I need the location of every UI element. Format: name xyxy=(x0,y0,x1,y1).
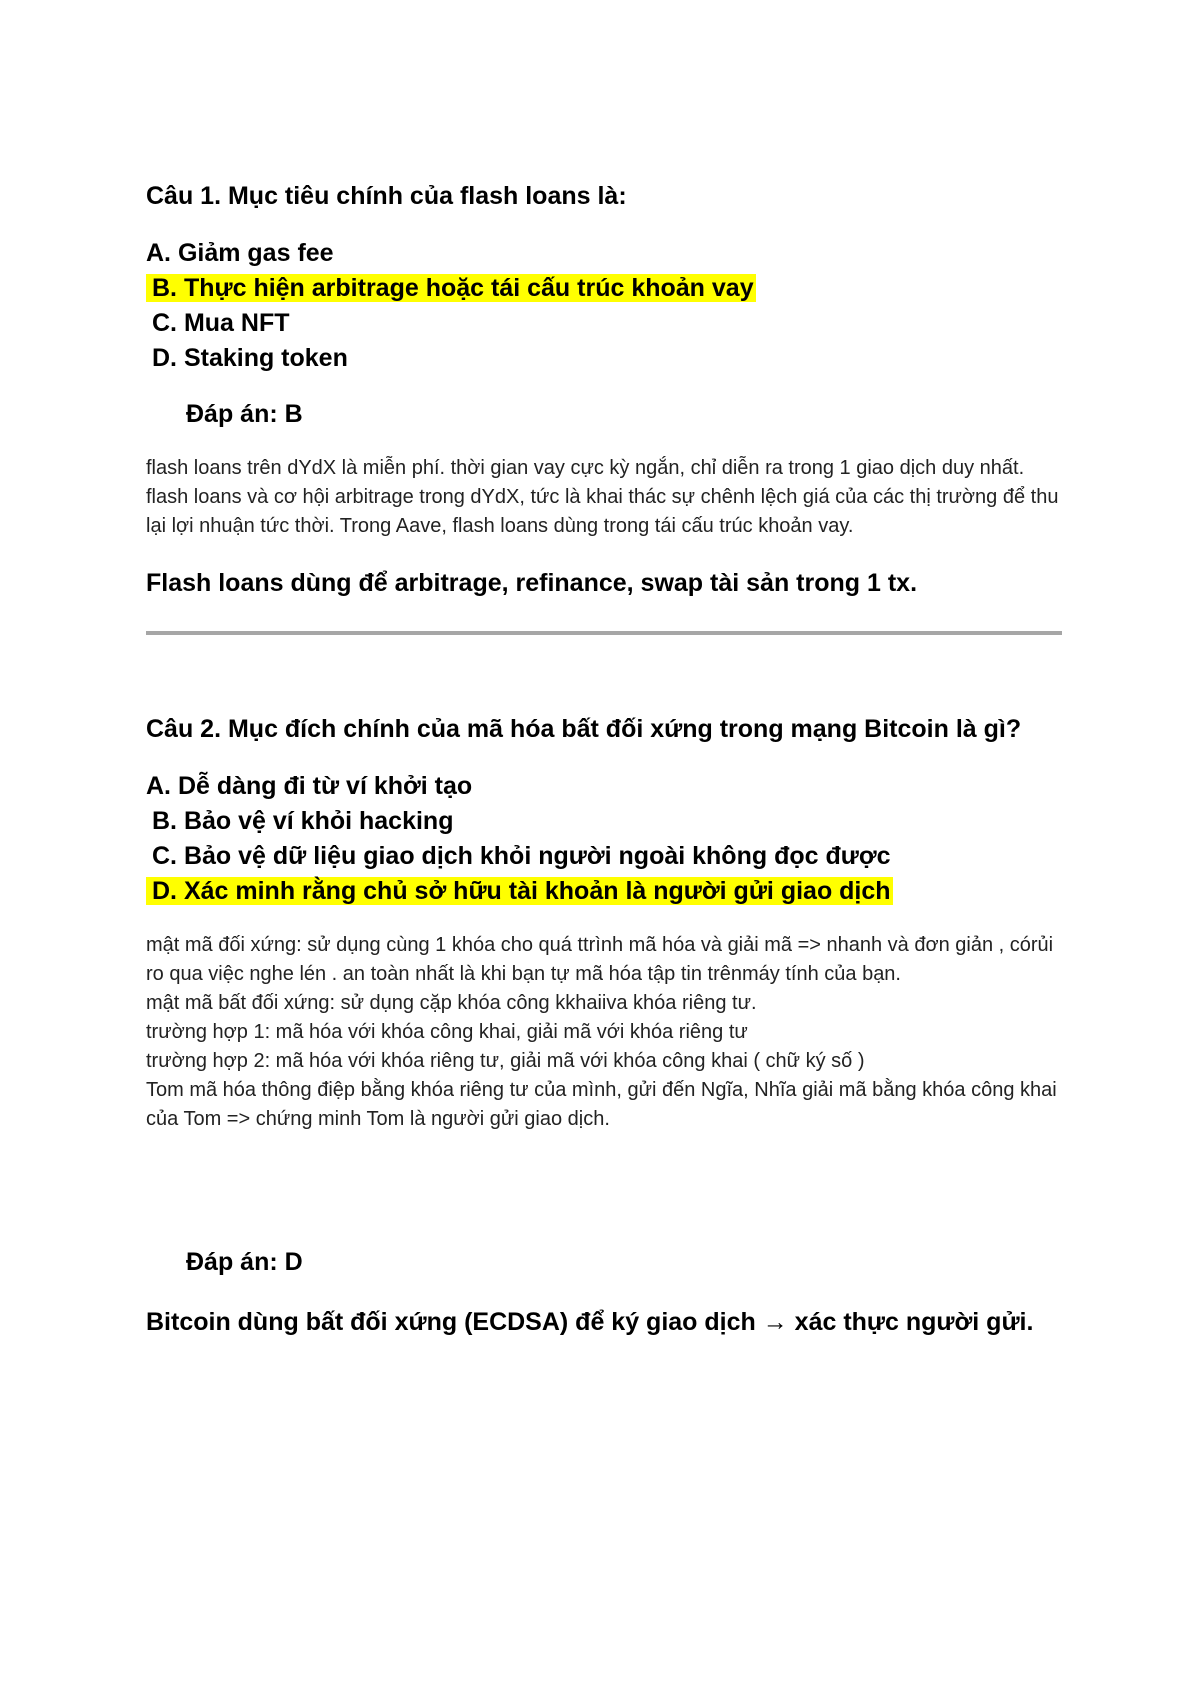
question-2-explanation-line-1: mật mã đối xứng: sử dụng cùng 1 khóa cho quá ttrình mã hóa và giải mã => nhanh và đơn giản , córủi ro qua việc nghe lén . an toàn nhất là khi bạn tự mã hóa tập tin trênmáy tính của bạn. xyxy=(146,934,1054,985)
question-1-option-d: D. Staking token xyxy=(152,344,348,372)
document-content xyxy=(146,178,1066,1340)
question-2-explanation-line-3: trường hợp 1: mã hóa với khóa công khai, giải mã với khóa riêng tư xyxy=(146,1021,748,1043)
question-2-explanation-line-4: trường hợp 2: mã hóa với khóa riêng tư, giải mã với khóa công khai ( chữ ký số ) xyxy=(146,1050,865,1072)
question-1-option-c: C. Mua NFT xyxy=(152,309,290,337)
question-2-option-c: C. Bảo vệ dữ liệu giao dịch khỏi người ngoài không đọc được xyxy=(152,842,891,870)
question-1-summary: Flash loans dùng để arbitrage, refinance, swap tài sản trong 1 tx. xyxy=(146,569,918,597)
question-2-option-d-highlighted: D. Xác minh rằng chủ sở hữu tài khoản là người gửi giao dịch xyxy=(146,877,893,905)
question-2 xyxy=(146,711,1066,1340)
question-1-option-b-highlighted: B. Thực hiện arbitrage hoặc tái cấu trúc khoản vay xyxy=(146,274,756,302)
question-2-explanation xyxy=(146,931,1066,1134)
question-2-summary: Bitcoin dùng bất đối xứng (ECDSA) để ký giao dịch → xác thực người gửi. xyxy=(146,1308,1034,1336)
question-1-explanation: flash loans trên dYdX là miễn phí. thời gian vay cực kỳ ngắn, chỉ diễn ra trong 1 giao dịch duy nhất. flash loans và cơ hội arbitrage trong dYdX, tức là khai thác sự chênh lệch giá của các thị trường để thu lại lợi nhuận tức thời. Trong Aave, flash loans dùng trong tái cấu trúc khoản vay. xyxy=(146,457,1059,537)
question-1-answer: Đáp án: B xyxy=(186,400,303,428)
question-2-explanation-line-2: mật mã bất đối xứng: sử dụng cặp khóa công kkhaiiva khóa riêng tư. xyxy=(146,992,757,1014)
question-1-options xyxy=(146,236,1066,376)
question-1-option-a: A. Giảm gas fee xyxy=(146,239,334,267)
question-2-option-a: A. Dễ dàng đi từ ví khởi tạo xyxy=(146,772,473,800)
question-1-title: Câu 1. Mục tiêu chính của flash loans là: xyxy=(146,182,627,210)
section-divider xyxy=(146,631,1062,635)
question-2-option-b: B. Bảo vệ ví khỏi hacking xyxy=(152,807,454,835)
question-2-title: Câu 2. Mục đích chính của mã hóa bất đối xứng trong mạng Bitcoin là gì? xyxy=(146,715,1022,743)
question-1 xyxy=(146,178,1066,601)
question-2-options xyxy=(146,769,1066,909)
question-2-explanation-line-5: Tom mã hóa thông điệp bằng khóa riêng tư của mình, gửi đến Ngĩa, Nhĩa giải mã bằng khóa công khai của Tom => chứng minh Tom là người gửi giao dịch. xyxy=(146,1079,1057,1130)
question-2-answer: Đáp án: D xyxy=(186,1248,303,1276)
